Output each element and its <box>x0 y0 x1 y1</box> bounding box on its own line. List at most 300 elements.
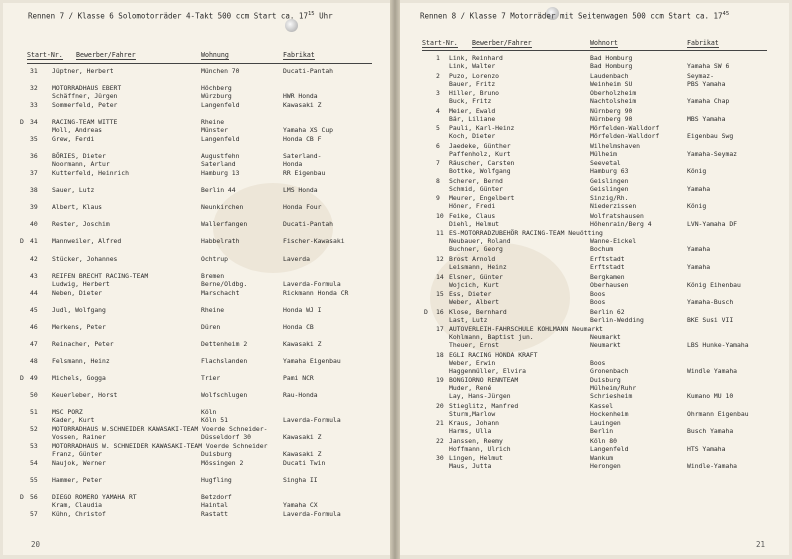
entrant-names-line: Kutterfeld, Heinrich <box>52 169 129 178</box>
entrant-names-line: Schmid, Günter <box>449 184 503 193</box>
start-number: 38 <box>30 186 38 195</box>
col-fabrikat: Fabrikat <box>687 39 719 47</box>
entrant-residence-line: Bremen <box>201 271 225 280</box>
entry-marker <box>424 290 428 298</box>
entrant-make <box>283 357 341 365</box>
entry-marker <box>20 510 24 518</box>
entrant-names-line: Naujok, Werner <box>52 459 106 468</box>
start-number: 15 <box>436 290 444 299</box>
entry-marker <box>424 376 428 384</box>
entrant-names-line: Sommerfeld, Peter <box>52 101 118 110</box>
entrant-residence-line: Neunkirchen <box>201 203 244 212</box>
entrant-residence <box>590 351 628 375</box>
entry-row <box>3 169 390 186</box>
entrant-names-line: Räuscher, Carsten <box>449 159 515 168</box>
entrant-names-line: Felsmann, Heinz <box>52 356 110 365</box>
entrant-make <box>283 272 341 288</box>
entrant-make <box>283 255 310 263</box>
col-wohnort: Wohnort <box>590 39 618 47</box>
entry-marker <box>424 177 428 185</box>
entrant-make <box>687 89 729 105</box>
entrant-residence-line: Mössingen 2 <box>201 459 244 468</box>
entrant-names-line: Maus, Jutta <box>449 462 492 471</box>
entrant-names-line: Haggenmüller, Elvira <box>449 366 526 375</box>
start-number: 41 <box>30 237 38 246</box>
start-number: 48 <box>30 356 38 365</box>
entrant-names-line: Stieglitz, Manfred <box>449 401 519 410</box>
start-number: 14 <box>436 272 444 281</box>
entrant-names-line: Kühn, Christof <box>52 510 106 519</box>
entrant-names <box>52 476 102 484</box>
entrant-names <box>52 306 106 314</box>
entrant-residence-line <box>201 425 251 433</box>
entrant-names-line: BÖRIES, Dieter <box>52 152 106 161</box>
entrant-names <box>449 255 507 271</box>
entrant-names <box>52 374 106 382</box>
entrant-make-line: Seymaz- <box>687 71 714 80</box>
entry-row <box>3 306 390 323</box>
entrant-residence-line: Oberhausen <box>590 280 629 289</box>
entrant-residence-line: Boos <box>590 358 606 367</box>
entrant-names <box>449 454 503 470</box>
entrant-make-line: Yamaha-Busch <box>687 298 734 307</box>
entrant-residence <box>590 437 628 453</box>
entrant-residence-line: Münster <box>201 126 228 135</box>
entrant-residence-line: Herongen <box>590 462 621 471</box>
entrant-residence-line: Ochtrup <box>201 254 228 263</box>
entrant-residence <box>201 118 228 134</box>
entrant-names-line: Muder, René <box>449 384 492 393</box>
entrant-residence <box>590 325 621 349</box>
entry-marker <box>20 340 24 348</box>
entry-row <box>400 419 789 437</box>
entrant-make-line <box>687 255 710 263</box>
entrant-make-line <box>687 89 729 97</box>
entry-marker <box>20 152 24 160</box>
entrant-make <box>283 289 348 297</box>
entry-marker <box>20 135 24 143</box>
entrant-names-line: Stücker, Johannes <box>52 254 118 263</box>
entry-marker <box>20 220 24 228</box>
entrant-make-line: Yamaha Chap <box>687 97 730 106</box>
entry-marker: D <box>20 118 24 127</box>
entry-marker <box>424 351 428 359</box>
entrant-names-line: Keuerleber, Horst <box>52 390 118 399</box>
entrant-make <box>283 152 321 168</box>
start-number: 53 <box>30 442 38 451</box>
entrant-names-line: Judl, Wolfgang <box>52 305 106 314</box>
entrant-make-line: Laverda-Formula <box>283 415 341 424</box>
entry-marker <box>20 323 24 331</box>
entrant-make-line: Yamaha CX <box>283 501 318 510</box>
entrant-residence <box>590 212 652 228</box>
entry-marker <box>424 255 428 263</box>
entrant-make <box>687 325 749 349</box>
entry-row <box>400 72 789 90</box>
entrant-residence-line: Berlin 62 <box>590 307 625 316</box>
entrant-residence-line: Laudenbach <box>590 71 629 80</box>
start-number: 21 <box>436 419 444 428</box>
entrant-residence-line: Hamburg 13 <box>201 169 240 178</box>
entrant-make-line: Yamaha <box>687 184 711 193</box>
entrant-residence-line: Nürnberg 90 <box>590 106 633 115</box>
entrant-residence-line: Langenfeld <box>201 101 240 110</box>
entrant-make-line: Kawasaki Z <box>283 450 322 459</box>
entry-row <box>3 391 390 408</box>
entrant-names <box>449 124 514 140</box>
start-number: 54 <box>30 459 38 468</box>
entrant-names-line: Kohlmann, Baptist jun. <box>449 333 534 342</box>
entrant-names <box>52 357 110 365</box>
entrant-names <box>449 54 503 70</box>
entrant-names <box>52 169 129 177</box>
start-number: 2 <box>436 71 440 80</box>
entrant-names-line: MSC PORZ <box>52 407 83 416</box>
start-number: 51 <box>30 407 38 416</box>
entrant-residence <box>201 306 224 314</box>
col-bewerber: Bewerber/Fahrer <box>76 51 136 59</box>
entrant-names-line: Diehl, Helmut <box>449 219 500 228</box>
entrant-names-line: EGLI RACING HONDA KRAFT <box>449 350 538 359</box>
entrant-make <box>283 476 318 484</box>
entrant-residence-line: Berne/Oldbg. <box>201 279 248 288</box>
entrant-make-line <box>687 454 737 462</box>
entrant-names-line: Klose, Bernhard <box>449 307 507 316</box>
entrant-make-line <box>687 308 733 316</box>
entrant-names <box>449 212 499 228</box>
entrant-names-line: Link, Reinhard <box>449 54 503 62</box>
entrant-names <box>52 442 267 458</box>
entry-row <box>400 308 789 326</box>
entrant-residence <box>590 273 628 289</box>
entrant-make-line <box>687 376 733 384</box>
entrant-residence-line: Lauingen <box>590 419 621 428</box>
entrant-names-line: Kraus, Johann <box>449 419 500 428</box>
entrant-names-line: Mannweiler, Alfred <box>52 237 122 246</box>
start-number: 32 <box>30 84 38 93</box>
entrant-residence-line: Duisburg <box>590 376 621 385</box>
entrant-make-line: Yamaha SW 6 <box>687 62 730 70</box>
entrant-names <box>52 323 106 331</box>
entry-row <box>400 124 789 142</box>
entrant-names-line: Reinacher, Peter <box>52 339 114 348</box>
entrant-residence-line: Höchberg <box>201 84 232 93</box>
entrant-names <box>52 84 121 100</box>
entrant-names <box>52 203 102 211</box>
entrant-residence-line <box>590 325 621 333</box>
entry-marker: D <box>20 373 24 382</box>
entrant-make-line: Yamaha XS Cup <box>283 126 334 135</box>
entrant-names-line: Neubauer, Roland <box>449 237 511 246</box>
entry-row <box>400 194 789 212</box>
entry-row <box>400 454 789 472</box>
entry-row <box>3 357 390 374</box>
entry-row <box>3 374 390 391</box>
entrant-names-line: Albert, Klaus <box>52 203 103 212</box>
entrant-residence-line: Geislingen <box>590 176 629 185</box>
start-number: 47 <box>30 339 38 348</box>
entrant-names-line: Weber, Erwin <box>449 358 496 367</box>
entrant-residence <box>590 177 628 193</box>
entrant-residence-line: Wallerfangen <box>201 220 248 229</box>
entrant-residence-line: München 70 <box>201 67 240 75</box>
entrant-residence-line: Wolfratshausen <box>590 211 644 220</box>
entrant-residence <box>201 442 232 458</box>
entrant-residence <box>201 459 243 467</box>
entrant-residence-line: Bergkamen <box>590 272 625 281</box>
entry-marker <box>424 402 428 410</box>
left-page <box>3 3 390 555</box>
entrant-make-line: Busch Yamaha <box>687 427 734 436</box>
entrant-make-line: Singha II <box>283 476 318 485</box>
entrant-residence <box>590 159 628 175</box>
entrant-names-line: Moll, Andreas <box>52 126 103 135</box>
entry-marker <box>424 72 428 80</box>
entry-row <box>3 135 390 152</box>
entrant-make-line: RR Eigenbau <box>283 169 326 178</box>
entrant-residence-line: Berlin-Wedding <box>590 315 644 324</box>
col-start-nr: Start-Nr. <box>422 39 458 47</box>
entrant-names-line: Leismann, Heinz <box>449 263 507 272</box>
entrant-make-line <box>687 437 725 445</box>
entrant-names <box>449 419 499 435</box>
entrant-make-line: König <box>687 167 707 176</box>
entrant-make-line <box>687 402 749 410</box>
entrant-make-line: Windle Yamaha <box>687 366 738 375</box>
entrant-names-line: Schäffner, Jürgen <box>52 92 118 101</box>
entrant-residence <box>590 229 636 253</box>
column-headers <box>3 51 390 61</box>
entry-row <box>3 237 390 254</box>
entrant-names-line: DIEGO ROMERO YAMAHA RT <box>52 493 137 502</box>
start-number: 44 <box>30 288 38 297</box>
entrant-residence-line: Kassel <box>590 401 614 410</box>
entry-marker <box>424 273 428 281</box>
entrant-make-line: Fischer-Kawasaki <box>283 237 345 246</box>
entry-marker <box>20 425 24 433</box>
entrant-names-line: Kader, Kurt <box>52 415 95 424</box>
entrant-residence <box>590 376 636 400</box>
start-number: 22 <box>436 436 444 445</box>
entrant-make-line <box>687 177 710 185</box>
col-start-nr: Start-Nr. <box>27 51 63 59</box>
entrant-names-line: MOTORRADHAUS W. SCHNEIDER KAWASAKI-TEAM Voerde Schneider <box>52 442 268 451</box>
entrant-make <box>283 459 325 467</box>
entry-row <box>400 89 789 107</box>
entrant-names-line: Puzo, Lorenzo <box>449 71 500 80</box>
start-number: 52 <box>30 424 38 433</box>
entrant-make-line <box>687 237 710 245</box>
entry-marker <box>424 454 428 462</box>
entrant-make-line: Honda <box>283 160 303 169</box>
entrant-residence-line: Bad Homburg <box>590 54 633 62</box>
entrant-residence-line <box>590 351 628 359</box>
binding-hole <box>285 19 298 32</box>
entrant-names-line: MOTORRADHAUS W.SCHNEIDER KAWASAKI-TEAM Voerde Schneider- <box>52 424 268 433</box>
header-rule <box>422 50 767 51</box>
entrant-make-line: Windle-Yamaha <box>687 462 738 471</box>
entrant-names-line: Buchner, Georg <box>449 245 503 254</box>
entrant-make-line: BKE Susi VII <box>687 315 734 324</box>
entry-row <box>3 493 390 510</box>
col-wohnung: Wohnung <box>201 51 229 59</box>
entrant-residence <box>590 419 621 435</box>
entry-marker <box>20 186 24 194</box>
entrant-make-line: Rickmann Honda CR <box>283 288 349 297</box>
entrant-make <box>283 237 345 245</box>
entrant-make-line: Yamaha Eigenbau <box>283 356 341 365</box>
entry-row <box>3 323 390 340</box>
entrant-make-line: Rau-Honda <box>283 390 318 399</box>
col-bewerber: Bewerber/Fahrer <box>472 39 532 47</box>
entrant-names-line: Elsner, Günter <box>449 272 503 281</box>
entrant-make-line: Ducati Twin <box>283 459 326 468</box>
entrant-make <box>687 351 737 375</box>
entrant-residence-line: Nachtolsheim <box>590 97 637 106</box>
entrant-make-line: HWR Honda <box>283 92 318 101</box>
start-number: 20 <box>436 401 444 410</box>
book-spine <box>390 0 400 559</box>
start-number: 36 <box>30 152 38 161</box>
entrant-make-line: Laverda-Formula <box>283 510 341 519</box>
entrant-residence-line: Wolfschlugen <box>201 390 248 399</box>
entrant-make <box>687 159 706 175</box>
entry-row <box>3 118 390 135</box>
entrant-residence-line: Marschacht <box>201 288 240 297</box>
entrant-make-line: Honda CB <box>283 322 314 331</box>
entrant-residence-line: Langenfeld <box>201 135 240 144</box>
entry-row <box>3 408 390 425</box>
entrant-names-line: Jaedeke, Günther <box>449 141 511 150</box>
entry-row <box>3 67 390 84</box>
entrant-make-line: PBS Yamaha <box>687 79 726 88</box>
entry-row <box>3 101 390 118</box>
entrant-residence <box>201 272 247 288</box>
entrant-make <box>687 376 733 400</box>
entry-row <box>3 289 390 306</box>
entrant-residence-line: Rheine <box>201 118 225 127</box>
entry-marker <box>20 101 24 109</box>
start-number: 5 <box>436 124 440 133</box>
start-time-minutes: 45 <box>722 11 730 17</box>
entrant-names <box>52 237 121 245</box>
entrant-residence-line: Trier <box>201 373 221 382</box>
entrant-residence <box>590 72 632 88</box>
start-number: 7 <box>436 159 440 168</box>
entrant-residence-line: Bad Homburg <box>590 62 633 70</box>
entrant-names <box>52 493 137 509</box>
entrant-residence-line: Weinheim SU <box>590 79 633 88</box>
entrant-names-line: Lay, Hans-Jürgen <box>449 392 511 401</box>
entrant-residence-line: Sinzig/Rh. <box>590 194 629 203</box>
entry-row <box>400 325 789 351</box>
entrant-make <box>283 101 321 109</box>
entrant-names-line: Meurer, Engelbert <box>449 194 515 203</box>
entrant-make <box>687 229 710 253</box>
entry-marker <box>20 357 24 365</box>
start-number: 4 <box>436 106 440 115</box>
entrant-residence <box>590 124 659 140</box>
start-number: 6 <box>436 141 440 150</box>
entrant-names-line: Bottke, Wolfgang <box>449 167 511 176</box>
entrant-make <box>283 442 321 458</box>
entrant-make <box>687 308 733 324</box>
entry-marker <box>424 419 428 427</box>
entrant-names <box>449 325 603 349</box>
start-number: 19 <box>436 376 444 385</box>
entrant-make <box>283 118 333 134</box>
entry-list <box>400 54 789 472</box>
entry-row <box>3 152 390 169</box>
entrant-make-line: Kawasaki Z <box>283 432 322 441</box>
right-page <box>400 3 789 555</box>
entrant-make <box>283 493 318 509</box>
entry-row <box>3 255 390 272</box>
entrant-residence-line: Duisburg <box>201 450 232 459</box>
start-number: 57 <box>30 510 38 519</box>
entrant-make-line: LVN-Yamaha DF <box>687 219 738 228</box>
entrant-make <box>283 340 321 348</box>
entrant-residence <box>201 135 239 143</box>
entrant-residence <box>201 169 239 177</box>
entrant-names-line: Jüptner, Herbert <box>52 67 114 75</box>
start-number: 34 <box>30 118 38 127</box>
entry-row <box>3 220 390 237</box>
entrant-residence <box>201 203 243 211</box>
entrant-names-line: REIFEN BRECHT RACING-TEAM <box>52 271 149 280</box>
start-number: 56 <box>30 493 38 502</box>
entrant-make-line: Ohrmann Eigenbau <box>687 409 749 418</box>
entrant-residence-line: Augustfehn <box>201 152 240 161</box>
entrant-make <box>687 54 729 70</box>
entry-row <box>3 442 390 459</box>
entry-marker <box>20 272 24 280</box>
entrant-make-line <box>687 351 737 359</box>
entry-marker <box>20 67 24 75</box>
entrant-make <box>283 84 318 100</box>
entrant-make-line: Yamaha <box>687 263 711 272</box>
entry-marker <box>20 84 24 92</box>
entry-marker <box>20 476 24 484</box>
entrant-names <box>449 437 511 453</box>
entrant-make-line <box>283 425 321 433</box>
entrant-make <box>283 203 321 211</box>
entrant-names-line: Kram, Claudia <box>52 501 103 510</box>
entrant-names-line: Brost Arnold <box>449 255 496 264</box>
race-header-suffix: Uhr <box>314 11 333 21</box>
entrant-make-line <box>687 159 706 167</box>
entrant-make-line: Ducati-Pantah <box>283 67 334 75</box>
entrant-names-line: Scherer, Bernd <box>449 176 503 185</box>
entrant-names <box>52 391 117 399</box>
entrant-make-line: Laverda-Formula <box>283 279 341 288</box>
entrant-make <box>283 425 321 441</box>
entrant-make <box>283 391 318 399</box>
entry-marker <box>424 124 428 132</box>
entrant-names-line: Weber, Albert <box>449 298 500 307</box>
entrant-names <box>449 273 503 289</box>
entrant-residence <box>590 142 640 158</box>
column-headers <box>400 39 789 49</box>
entrant-make-line: Kawasaki Z <box>283 339 322 348</box>
entrant-names-line: Last, Lutz <box>449 315 488 324</box>
entrant-residence <box>201 152 239 168</box>
race-header-text: Rennen 7 / Klasse 6 Solomotorräder 4-Takt 500 ccm Start ca. 17 <box>28 11 308 21</box>
entrant-make-line: HTS Yamaha <box>687 444 726 453</box>
entrant-residence-line: Erftstadt <box>590 255 625 264</box>
entrant-make <box>283 323 314 331</box>
entry-row <box>3 203 390 220</box>
